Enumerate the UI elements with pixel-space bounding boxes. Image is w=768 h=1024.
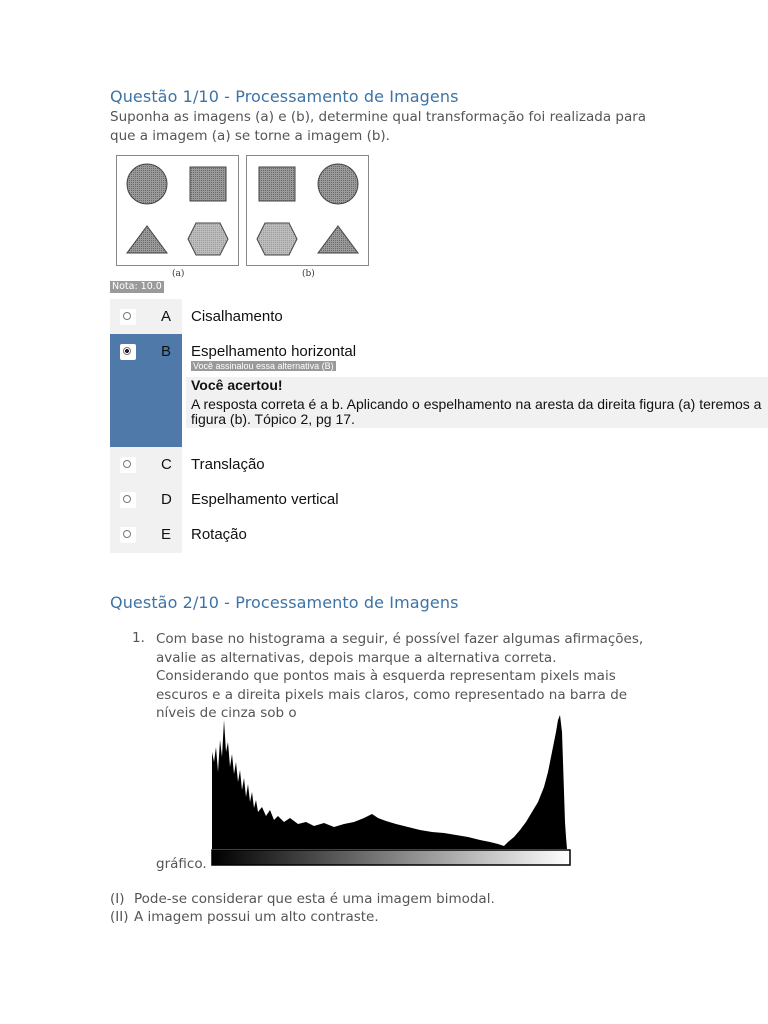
statement-2-text: A imagem possui um alto contraste.	[134, 909, 379, 925]
statement-1	[110, 891, 495, 907]
figure-b-shapes	[247, 156, 368, 265]
option-c-text[interactable]: Translação	[191, 456, 265, 473]
option-a-strip	[110, 299, 182, 334]
statement-1-text: Pode-se considerar que esta é uma imagem bimodal.	[134, 891, 495, 907]
option-e-radio[interactable]	[120, 527, 136, 543]
option-b-radio[interactable]	[120, 344, 136, 360]
option-b-letter: B	[161, 343, 172, 360]
statement-2	[110, 909, 379, 925]
feedback-box	[186, 377, 768, 428]
list-number: 1.	[132, 630, 145, 646]
option-a-radio[interactable]	[120, 309, 136, 325]
figure-a-shapes	[117, 156, 238, 265]
question-1-title: Questão 1/10 - Processamento de Imagens	[110, 87, 459, 106]
question-2-title: Questão 2/10 - Processamento de Imagens	[110, 593, 459, 612]
figure-b	[246, 155, 369, 266]
option-d-radio[interactable]	[120, 492, 136, 508]
histogram-shape	[212, 715, 567, 849]
figure-a	[116, 155, 239, 266]
option-e-text[interactable]: Rotação	[191, 526, 247, 543]
option-c-radio[interactable]	[120, 457, 136, 473]
option-c-letter: C	[161, 456, 172, 473]
option-e-letter: E	[161, 526, 172, 543]
option-a-text[interactable]: Cisalhamento	[191, 308, 283, 325]
option-b-text[interactable]: Espelhamento horizontal	[191, 343, 357, 360]
gray-level-bar	[212, 850, 570, 865]
statement-1-number: (I)	[110, 891, 125, 907]
figure-a-label: (a)	[172, 269, 185, 279]
grade-badge: Nota: 10.0	[112, 281, 162, 292]
figure-b-label: (b)	[302, 269, 315, 279]
option-e-strip	[110, 518, 182, 553]
option-a-letter: A	[161, 308, 172, 325]
option-b-strip	[110, 334, 182, 447]
histogram-image	[208, 712, 574, 870]
option-d-letter: D	[161, 491, 172, 508]
feedback-text: A resposta correta é a b. Aplicando o espelhamento na aresta da direita figura (a) teremos a figura (b). Tópico 2, pg 17.	[191, 397, 762, 427]
feedback-title: Você acertou!	[191, 377, 283, 393]
question-2-text: Com base no histograma a seguir, é possível fazer algumas afirmações, avalie as alternativas, depois marque a alternativa correta. Considerando que pontos mais à esquerda representam pixels mais escuros e a direita pixels mais claros, como representado na barra de níveis de cinza sob o	[156, 631, 644, 721]
question-2-text-end: gráfico.	[156, 856, 207, 872]
selected-answer-note: Você assinalou essa alternativa (B)	[193, 361, 334, 371]
question-1-text: Suponha as imagens (a) e (b), determine qual transformação foi realizada para que a imagem (a) se torne a imagem (b).	[110, 109, 647, 144]
statement-2-number: (II)	[110, 909, 129, 925]
option-d-text[interactable]: Espelhamento vertical	[191, 491, 339, 508]
